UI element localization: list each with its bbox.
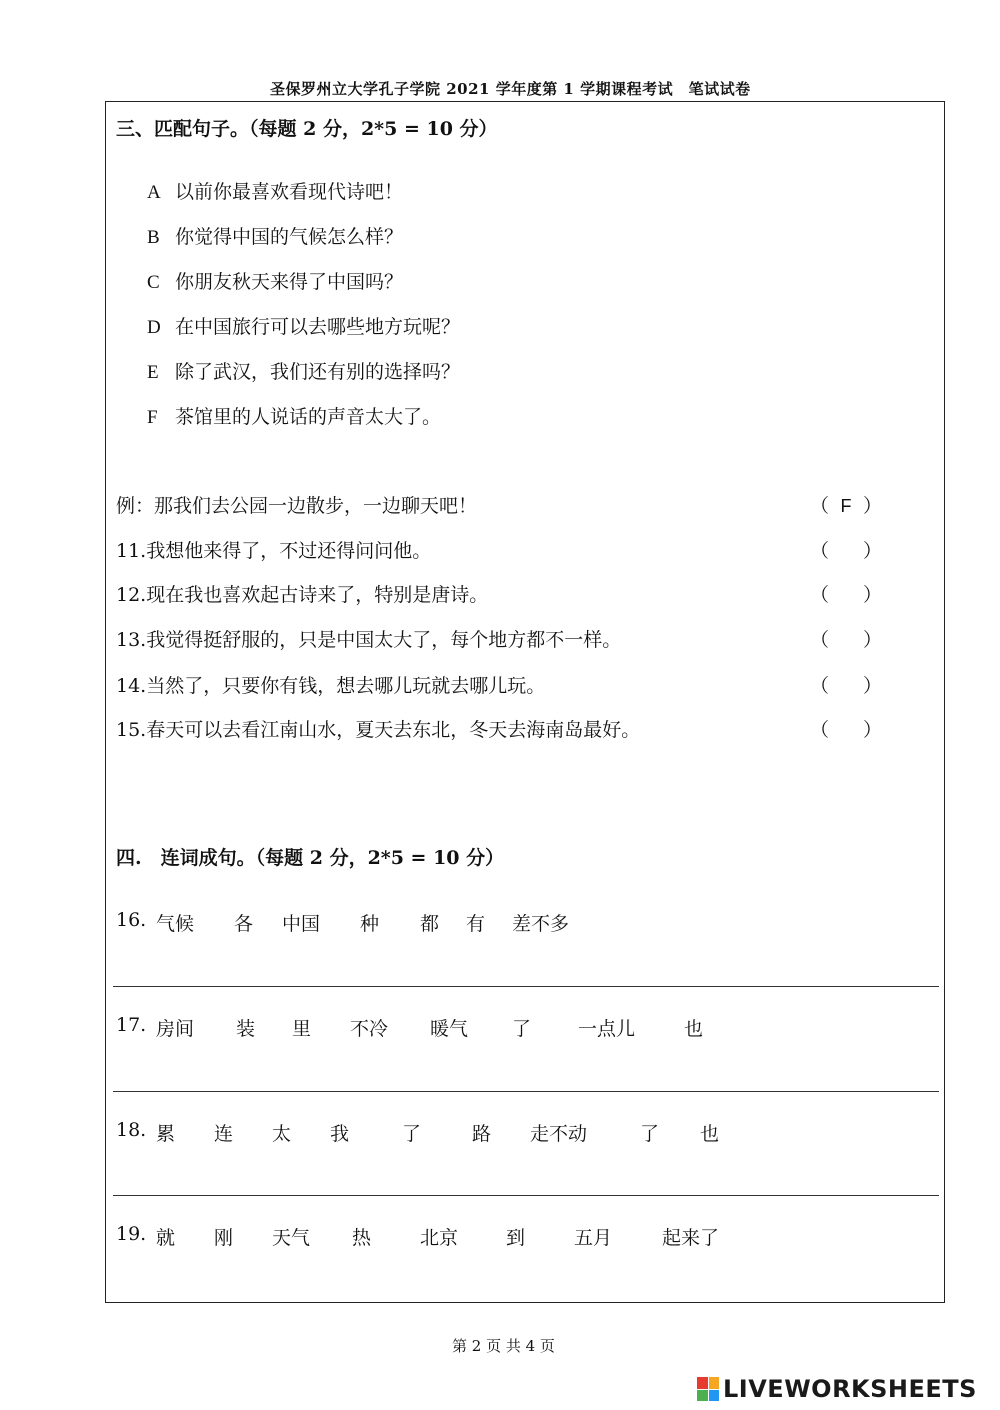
question-14: 14.当然了，只要你有钱，想去哪儿玩就去哪儿玩。 [116,675,546,697]
word-tile: 就 [156,1227,176,1249]
word-tile: 了 [402,1123,422,1145]
logo-block [697,1377,708,1389]
option-c [147,267,403,294]
word-tile: 中国 [282,913,321,935]
word-tile: 里 [292,1018,312,1040]
option-text: 你觉得中国的气候怎么样？ [175,226,404,248]
option-f [147,402,441,429]
question-15: 15.春天可以去看江南山水，夏天去东北，冬天去海南岛最好。 [116,719,641,741]
word-tile: 天气 [272,1227,311,1249]
question-12: 12.现在我也喜欢起古诗来了，特别是唐诗。 [116,584,489,606]
logo-block [697,1390,708,1402]
option-text: 以前你最喜欢看现代诗吧！ [175,181,404,203]
exam-header: 圣保罗州立大学孔子学院 2021 学年度第 1 学期课程考试 笔试试卷 [270,80,751,98]
question-11: 11.我想他来得了，不过还得问问他。 [116,540,432,562]
option-text: 茶馆里的人说话的声音太大了。 [175,406,442,428]
section-3-title: 三、匹配句子。（每题 2 分，2*5 = 10 分） [116,118,498,140]
paren-open: （ [810,719,830,741]
word-tile: 都 [420,913,440,935]
paren-close: ） [863,584,883,606]
section-4-title: 四. 连词成句。（每题 2 分，2*5 = 10 分） [116,847,505,869]
word-tile: 也 [684,1018,704,1040]
option-a [147,177,403,204]
word-tile: 装 [236,1018,256,1040]
answer-line-16[interactable] [113,986,939,987]
option-letter: A [147,182,161,203]
answer-box-11[interactable] [810,536,882,563]
example-answer-box [810,491,882,518]
option-letter: F [147,407,158,428]
logo-text: LIVEWORKSHEETS [723,1375,977,1403]
word-tile: 路 [472,1123,492,1145]
liveworksheets-logo [697,1375,977,1403]
word-tile: 我 [330,1123,350,1145]
word-tile: 太 [272,1123,292,1145]
word-tile: 北京 [420,1227,459,1249]
word-tile: 不冷 [350,1018,389,1040]
word-tile: 起来了 [662,1227,720,1249]
page-number: 第 2 页 共 4 页 [452,1337,555,1355]
word-tile: 差不多 [512,913,570,935]
word-tile: 了 [512,1018,532,1040]
word-tile: 五月 [574,1227,613,1249]
answer-box-14[interactable] [810,671,882,698]
example-answer: F [840,496,852,516]
word-tile: 也 [700,1123,720,1145]
word-tile: 气候 [156,913,195,935]
option-d [147,312,460,339]
word-tile: 种 [360,913,380,935]
item-number: 18. [116,1119,147,1141]
option-e [147,357,460,384]
item-number: 19. [116,1223,147,1245]
paren-open: （ [810,629,830,651]
paren-close: ） [863,719,883,741]
answer-line-18[interactable] [113,1195,939,1196]
liveworksheets-icon [697,1377,719,1401]
paren-close: ） [863,675,883,697]
option-letter: C [147,272,160,293]
word-tile: 走不动 [530,1123,588,1145]
paren-open: （ [810,584,830,606]
answer-box-13[interactable] [810,625,882,652]
word-tile: 房间 [156,1018,195,1040]
paren-open: （ [810,540,830,562]
word-tile: 各 [234,913,254,935]
logo-block [709,1377,720,1389]
word-tile: 累 [156,1123,176,1145]
answer-box-15[interactable] [810,715,882,742]
word-tile: 了 [640,1123,660,1145]
paren-open: （ [810,495,830,517]
option-letter: D [147,317,161,338]
option-text: 你朋友秋天来得了中国吗？ [175,271,404,293]
item-number: 16. [116,909,147,931]
paren-open: （ [810,675,830,697]
option-letter: B [147,227,160,248]
paren-close: ） [863,540,883,562]
question-13: 13.我觉得挺舒服的，只是中国太大了，每个地方都不一样。 [116,629,622,651]
option-letter: E [147,362,159,383]
word-tile: 到 [506,1227,526,1249]
paren-close: ） [863,495,883,517]
word-tile: 连 [214,1123,234,1145]
word-tile: 有 [466,913,486,935]
paren-close: ） [863,629,883,651]
item-number: 17. [116,1014,147,1036]
logo-block [709,1390,720,1402]
word-tile: 刚 [214,1227,234,1249]
option-text: 除了武汉，我们还有别的选择吗？ [175,361,461,383]
word-tile: 一点儿 [578,1018,636,1040]
answer-box-12[interactable] [810,580,882,607]
word-tile: 暖气 [430,1018,469,1040]
answer-line-17[interactable] [113,1091,939,1092]
option-text: 在中国旅行可以去哪些地方玩呢？ [175,316,461,338]
option-b [147,222,403,249]
word-tile: 热 [352,1227,372,1249]
example-question: 例：那我们去公园一边散步，一边聊天吧！ [116,495,478,517]
